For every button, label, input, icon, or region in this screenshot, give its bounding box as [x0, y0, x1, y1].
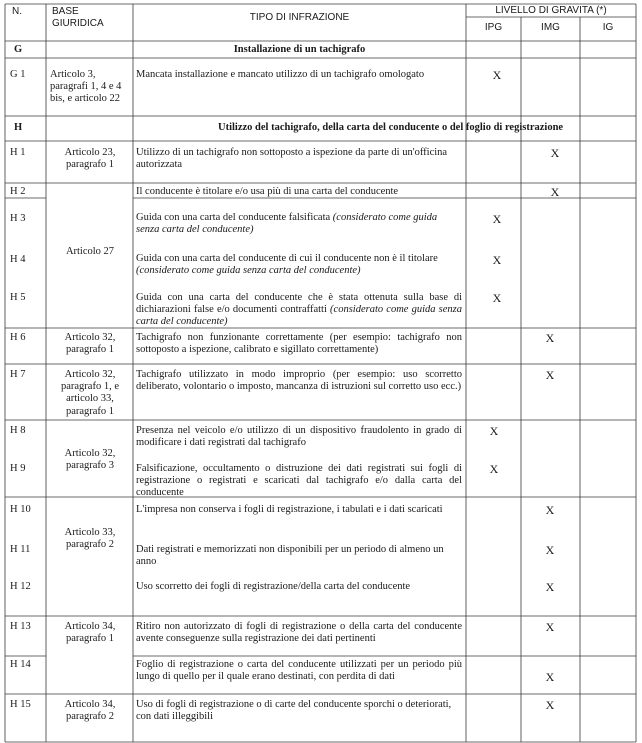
row-base-h1: Articolo 23, paragrafo 1: [64, 147, 116, 171]
row-n-h7: H 7: [10, 369, 26, 380]
header-base: BASE GIURIDICA: [52, 6, 104, 29]
row-text-h2: Il conducente è titolare e/o usa più di una carta del conducente: [136, 186, 399, 197]
row-text-h5: Guida con una carta del conducente che è stata ottenuta sulla base di dichiarazioni false e/o documenti contraffatti (considerato come guida senza carta del conducente): [136, 292, 463, 328]
row-n-h3: H 3: [10, 213, 26, 224]
header-img: IMG: [541, 22, 560, 33]
mark-g1: X: [492, 68, 502, 82]
mark-h1: X: [550, 146, 560, 160]
header-n: N.: [12, 6, 22, 17]
row-text-g1: Mancata installazione e mancato utilizzo di un tachigrafo omologato: [136, 69, 425, 80]
row-n-h9: H 9: [10, 463, 26, 474]
mark-h15: X: [545, 698, 555, 712]
row-text-h7: Tachigrafo utilizzato in modo improprio (per esempio: uso scorretto deliberato, volontario o imposto, mancanza di istruzioni sul corretto uso ecc.): [136, 369, 462, 393]
row-n-h1: H 1: [10, 147, 26, 158]
section-title-g: Installazione di un tachigrafo: [233, 44, 366, 55]
row-n-h4: H 4: [10, 254, 26, 265]
mark-h2: X: [550, 185, 560, 199]
row-base-h6: Articolo 32, paragrafo 1: [64, 332, 116, 356]
row-base-h15: Articolo 34, paragrafo 2: [64, 699, 116, 723]
row-text-h15: Uso di fogli di registrazione o di carte del conducente sporchi o deteriorati, con dati illeggibili: [136, 699, 452, 723]
row-text-h3: Guida con una carta del conducente falsificata (considerato come guida senza carta del conducente): [136, 212, 438, 236]
mark-h7: X: [545, 368, 555, 382]
row-n-h14: H 14: [10, 659, 31, 670]
row-n-g1: G 1: [10, 69, 26, 80]
section-title-h: Utilizzo del tachigrafo, della carta del conducente o del foglio di registrazione: [218, 122, 564, 133]
header-livello: LIVELLO DI GRAVITA (*): [495, 5, 607, 16]
mark-h14: X: [545, 670, 555, 684]
header-ig: IG: [602, 22, 614, 33]
section-id-g: G: [14, 44, 23, 55]
row-n-h12: H 12: [10, 581, 31, 592]
row-base-h13: Articolo 34, paragrafo 1: [64, 621, 116, 645]
row-text-h10: L'impresa non conserva i fogli di registrazione, i tabulati e i dati scaricati: [136, 504, 443, 515]
mark-h11: X: [545, 543, 555, 557]
row-text-h13: Ritiro non autorizzato di fogli di registrazione o della carta del conducente avente conseguenze sulla registrazione dei dati pertinenti: [136, 621, 462, 645]
row-n-h5: H 5: [10, 292, 26, 303]
header-ipg: IPG: [484, 22, 503, 33]
row-n-h10: H 10: [10, 504, 31, 515]
base-articolo-33-par-2: Articolo 33, paragrafo 2: [64, 527, 116, 551]
mark-h10: X: [545, 503, 555, 517]
mark-h6: X: [545, 331, 555, 345]
mark-h3: X: [492, 212, 502, 226]
base-articolo-32-par-3: Articolo 32, paragrafo 3: [64, 448, 116, 472]
header-tipo: TIPO DI INFRAZIONE: [249, 12, 350, 23]
row-text-h9: Falsificazione, occultamento o distruzione dei dati registrati sui fogli di registrazione o registrati e scaricati dal tachigrafo e/o dalla carta del conducente: [136, 463, 462, 499]
base-articolo-27: Articolo 27: [65, 246, 115, 257]
row-n-h13: H 13: [10, 621, 31, 632]
mark-h13: X: [545, 620, 555, 634]
row-n-h6: H 6: [10, 332, 26, 343]
row-text-h6: Tachigrafo non funzionante correttamente (per esempio: tachigrafo non sottoposto a ispezione, calibrato e sigillato correttamente): [136, 332, 462, 356]
section-id-h: H: [14, 122, 23, 133]
row-n-h8: H 8: [10, 425, 26, 436]
row-n-h2: H 2: [10, 186, 26, 197]
mark-h9: X: [489, 462, 499, 476]
row-text-h4: Guida con una carta del conducente di cui il conducente non è il titolare (considerato come guida senza carta del conducente): [136, 253, 438, 277]
row-text-h14: Foglio di registrazione o carta del conducente utilizzati per un periodo più lungo di quello per il quale erano destinati, con perdita di dati: [136, 659, 462, 683]
row-base-g1: Articolo 3, paragrafi 1, 4 e 4 bis, e articolo 22: [50, 69, 122, 105]
row-text-h8: Presenza nel veicolo e/o utilizzo di un dispositivo fraudolento in grado di modificare i dati registrati dal tachigrafo: [136, 425, 462, 449]
row-base-h7: Articolo 32, paragrafo 1, e articolo 33, paragrafo 1: [60, 369, 119, 417]
row-n-h15: H 15: [10, 699, 31, 710]
mark-h12: X: [545, 580, 555, 594]
mark-h8: X: [489, 424, 499, 438]
row-text-h1: Utilizzo di un tachigrafo non sottoposto a ispezione da parte di un'officina autorizzata: [136, 147, 448, 171]
mark-h4: X: [492, 253, 502, 267]
mark-h5: X: [492, 291, 502, 305]
row-text-h12: Uso scorretto dei fogli di registrazione/della carta del conducente: [136, 581, 411, 592]
row-n-h11: H 11: [10, 544, 31, 555]
row-text-h11: Dati registrati e memorizzati non disponibili per un periodo di almeno un anno: [136, 544, 444, 568]
